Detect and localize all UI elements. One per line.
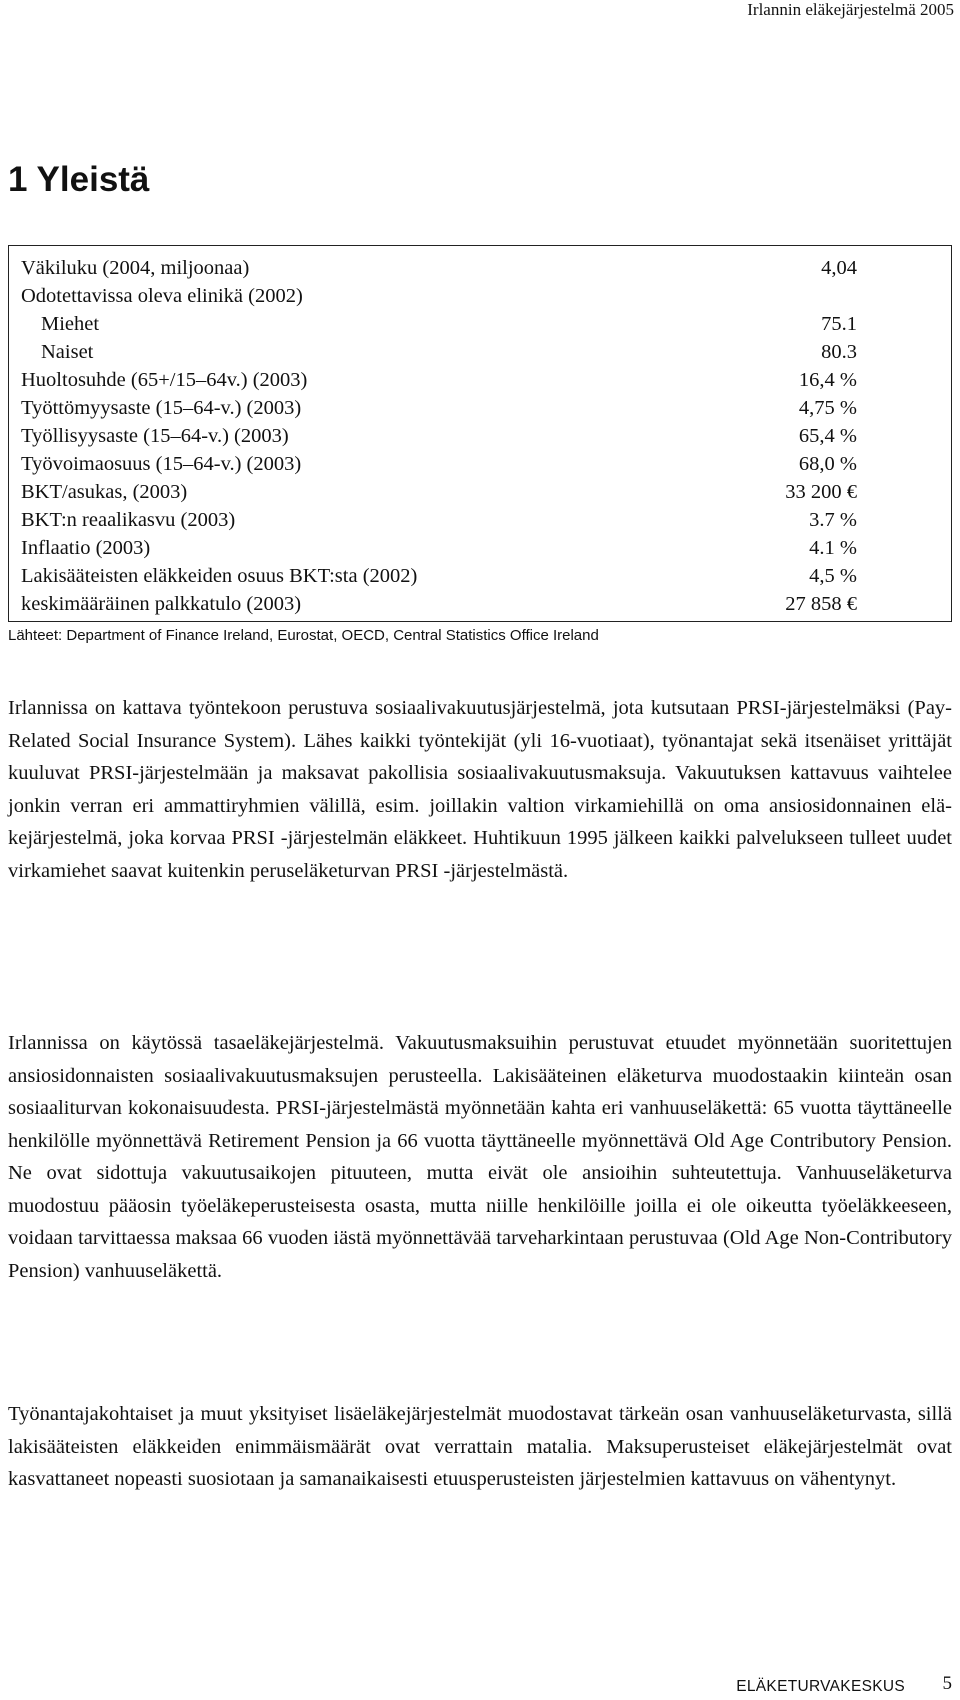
stat-label: BKT/asukas, (2003) xyxy=(21,481,188,503)
stat-label: Väkiluku (2004, miljoonaa) xyxy=(21,257,250,279)
stat-row-population xyxy=(21,254,857,282)
stat-value: 16,4 % xyxy=(798,369,857,391)
stat-value: 80.3 xyxy=(821,341,857,363)
stat-label: Työttömyysaste (15–64-v.) (2003) xyxy=(21,397,302,419)
footer-organization: ELÄKETURVAKESKUS xyxy=(736,1678,905,1695)
stat-row-gdp-growth xyxy=(21,506,857,534)
stat-value: 4.1 % xyxy=(809,537,857,559)
body-paragraph: Irlannissa on kattava työntekoon perustuva sosiaalivakuutusjärjestelmä, jota kutsutaan PRSI-järjestelmäksi (Pay-Related Social Insurance System). Lähes kaikki työntekijät (yli 16-vuotiaat), työnantajat sekä itsenäiset yrittäjät kuuluvat PRSI-järjestelmään ja maksavat pakollisia sosiaalivakuutusmaksuja. Vakuutuksen kattavuus vaihtelee jonkin verran eri ammattiryhmien välillä, esim. joillakin valtion virkamiehillä on oma ansiosidonnainen eläkejärjestelmä, joka korvaa PRSI -järjestelmän eläkkeet. Huhtikuun 1995 jälkeen kaikki palvelukseen tulleet uudet virkamiehet saavat kuitenkin peruseläketurvan PRSI -järjestelmästä. xyxy=(8,697,952,882)
stat-label: Työvoimaosuus (15–64-v.) (2003) xyxy=(21,453,302,475)
stat-value: 4,04 xyxy=(821,257,857,279)
statistics-table xyxy=(8,245,952,622)
stat-label: Miehet xyxy=(41,313,100,335)
stat-row-men xyxy=(21,310,857,338)
stat-value: 4,5 % xyxy=(809,565,857,587)
stat-label: Huoltosuhde (65+/15–64v.) (2003) xyxy=(21,369,308,391)
stat-label: Naiset xyxy=(41,341,94,363)
stat-row-employment xyxy=(21,422,857,450)
stat-row-dependency-ratio xyxy=(21,366,857,394)
stat-row-gdp-per-capita xyxy=(21,478,857,506)
stat-row-pension-share xyxy=(21,562,857,590)
stat-label: Odotettavissa oleva elinikä (2002) xyxy=(21,285,303,307)
stat-value: 3.7 % xyxy=(809,509,857,531)
stat-value: 68,0 % xyxy=(798,453,857,475)
page-number: 5 xyxy=(942,1673,952,1694)
stat-label: keskimääräinen palkkatulo (2003) xyxy=(21,593,302,615)
body-paragraph: Työnantajakohtaiset ja muut yksityiset lisäeläkejärjestelmät muodostavat tärkeän osan vanhuuseläketurvasta, sillä lakisääteisten eläkkeiden enimmäismäärät ovat verrattain matalia. Maksuperusteiset eläkejärjestelmät ovat kasvattaneet nopeasti suosiotaan ja samanaikaisesti etuusperusteisten järjestelmien kattavuus on vähentynyt. xyxy=(8,1403,952,1490)
stat-value: 27 858 € xyxy=(785,593,857,615)
running-header: Irlannin eläkejärjestelmä 2005 xyxy=(747,0,954,19)
stat-value: 75.1 xyxy=(821,313,857,335)
stat-row-women xyxy=(21,338,857,366)
stat-label: BKT:n reaalikasvu (2003) xyxy=(21,509,236,531)
stat-label: Inflaatio (2003) xyxy=(21,537,151,559)
stat-row-inflation xyxy=(21,534,857,562)
stat-value: 65,4 % xyxy=(798,425,857,447)
stat-label: Lakisääteisten eläkkeiden osuus BKT:sta (2002) xyxy=(21,565,418,587)
sources-note: Lähteet: Department of Finance Ireland, Eurostat, OECD, Central Statistics Office Ireland xyxy=(8,627,599,644)
stat-label: Työllisyysaste (15–64-v.) (2003) xyxy=(21,425,289,447)
stat-value: 4,75 % xyxy=(798,397,857,419)
body-paragraph: Irlannissa on käytössä tasaeläkejärjestelmä. Vakuutusmaksuihin perustuvat etuudet myönnetään suoritettujen ansiosidonnaisten sosiaalivakuutusmaksujen perusteella. Lakisääteinen eläketurva muodostaakin kiinteän osan sosiaaliturvan kokonaisuudesta. PRSI-järjestelmästä myönnetään kahta eri vanhuuseläkettä: 65 vuotta täyttäneelle henkilölle myönnettävä Retirement Pension ja 66 vuotta täyttäneelle myönnettävä Old Age Contributory Pension. Ne ovat sidottuja vakuutusaikojen pituuteen, mutta eivät ole ansioihin suhteutettuja. Vanhuuseläketurva muodostuu pääosin työeläkeperusteisesta osasta, mutta niille henkilöille joilla ei ole oikeutta työeläkkeeseen, voidaan tarvittaessa maksaa 66 vuoden iästä myönnettävää tarveharkintaan perustuvaa (Old Age Non-Contributory Pension) vanhuuseläkettä. xyxy=(8,1032,952,1282)
stat-row-unemployment xyxy=(21,394,857,422)
stat-row-life-expectancy xyxy=(21,282,857,310)
stat-row-labour-force xyxy=(21,450,857,478)
stat-row-average-earnings xyxy=(21,590,857,618)
section-heading: 1 Yleistä xyxy=(8,160,150,199)
stat-value: 33 200 € xyxy=(785,481,857,503)
